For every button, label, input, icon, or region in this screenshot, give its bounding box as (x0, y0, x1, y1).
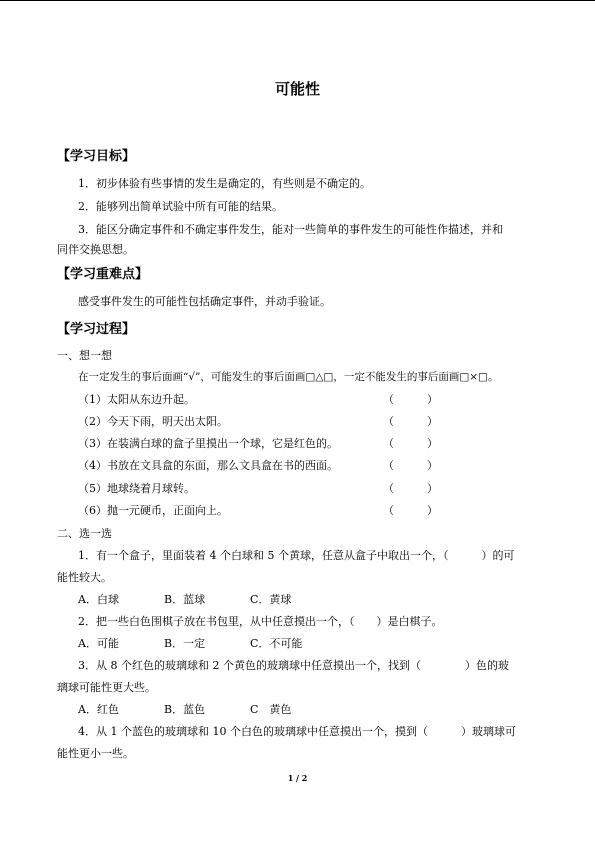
goal-item-3-cont: 同伴交换思想。 (57, 243, 134, 256)
question-4-cont: 能性更小一些。 (57, 747, 134, 760)
judge-item-4: （4）书放在文具盒的东面，那么文具盒在书的西面。 (78, 459, 338, 472)
answer-blank-2[interactable]: （ ） (383, 415, 438, 428)
question-2: 2．把一些白色围棋子放在书包里，从中任意摸出一个，（ ）是白棋子。 (78, 615, 443, 628)
answer-blank-3[interactable]: （ ） (383, 437, 438, 450)
question-1: 1．有一个盒子，里面装着 4 个白球和 5 个黄球，任意从盒子中取出一个，（ ）的可 (78, 549, 515, 562)
q1-option-b[interactable]: B．蓝球 (164, 593, 206, 606)
judge-item-1: （1）太阳从东边升起。 (78, 393, 195, 406)
judge-item-2: （2）今天下雨，明天出太阳。 (78, 415, 228, 428)
q3-option-c[interactable]: C 黄色 (250, 703, 292, 716)
question-3: 3．从 8 个红色的玻璃球和 2 个黄色的玻璃球中任意摸出一个，找到（ ）色的玻 (78, 659, 509, 672)
q1-option-a[interactable]: A．白球 (78, 593, 119, 606)
section2-title: 二、选一选 (57, 527, 112, 540)
q3-option-b[interactable]: B．蓝色 (164, 703, 206, 716)
page-title: 可能性 (274, 80, 320, 98)
q2-option-b[interactable]: B．一定 (164, 637, 206, 650)
answer-blank-1[interactable]: （ ） (383, 393, 438, 406)
judge-item-3: （3）在装满白球的盒子里摸出一个球，它是红色的。 (78, 437, 338, 450)
answer-blank-5[interactable]: （ ） (383, 482, 438, 495)
question-3-cont: 璃球可能性更大些。 (57, 681, 156, 694)
goal-item-3: 3．能区分确定事件和不确定事件发生，能对一些简单的事件发生的可能性作描述，并和 (78, 223, 503, 236)
question-4: 4．从 1 个蓝色的玻璃球和 10 个白色的玻璃球中任意摸出一个，摸到（ ）玻璃球可 (78, 725, 516, 738)
goal-item-2: 2．能够列出简单试验中所有可能的结果。 (78, 200, 283, 213)
answer-blank-4[interactable]: （ ） (383, 459, 438, 472)
q1-option-c[interactable]: C．黄球 (250, 593, 292, 606)
judge-item-6: （6）抛一元硬币，正面向上。 (78, 504, 228, 517)
goal-item-1: 1．初步体验有些事情的发生是确定的，有些则是不确定的。 (78, 177, 371, 190)
question-1-cont: 能性较大。 (57, 571, 112, 584)
goals-heading: 【学习目标】 (57, 149, 136, 164)
page-number: 1 / 2 (287, 773, 308, 783)
key-points-text: 感受事件发生的可能性包括确定事件，并动手验证。 (78, 295, 331, 308)
q3-option-a[interactable]: A．红色 (78, 703, 119, 716)
key-points-heading: 【学习重难点】 (57, 267, 149, 282)
section1-instruction: 在一定发生的事后面画“√”，可能发生的事后面画□△□，一定不能发生的事后面画□×□。 (78, 371, 499, 383)
judge-item-5: （5）地球绕着月球转。 (78, 482, 195, 495)
process-heading: 【学习过程】 (57, 322, 136, 337)
answer-blank-6[interactable]: （ ） (383, 504, 438, 517)
top-rule (0, 0, 595, 1)
q2-option-a[interactable]: A．可能 (78, 637, 119, 650)
q2-option-c[interactable]: C．不可能 (250, 637, 303, 650)
section1-title: 一、想一想 (57, 349, 112, 362)
